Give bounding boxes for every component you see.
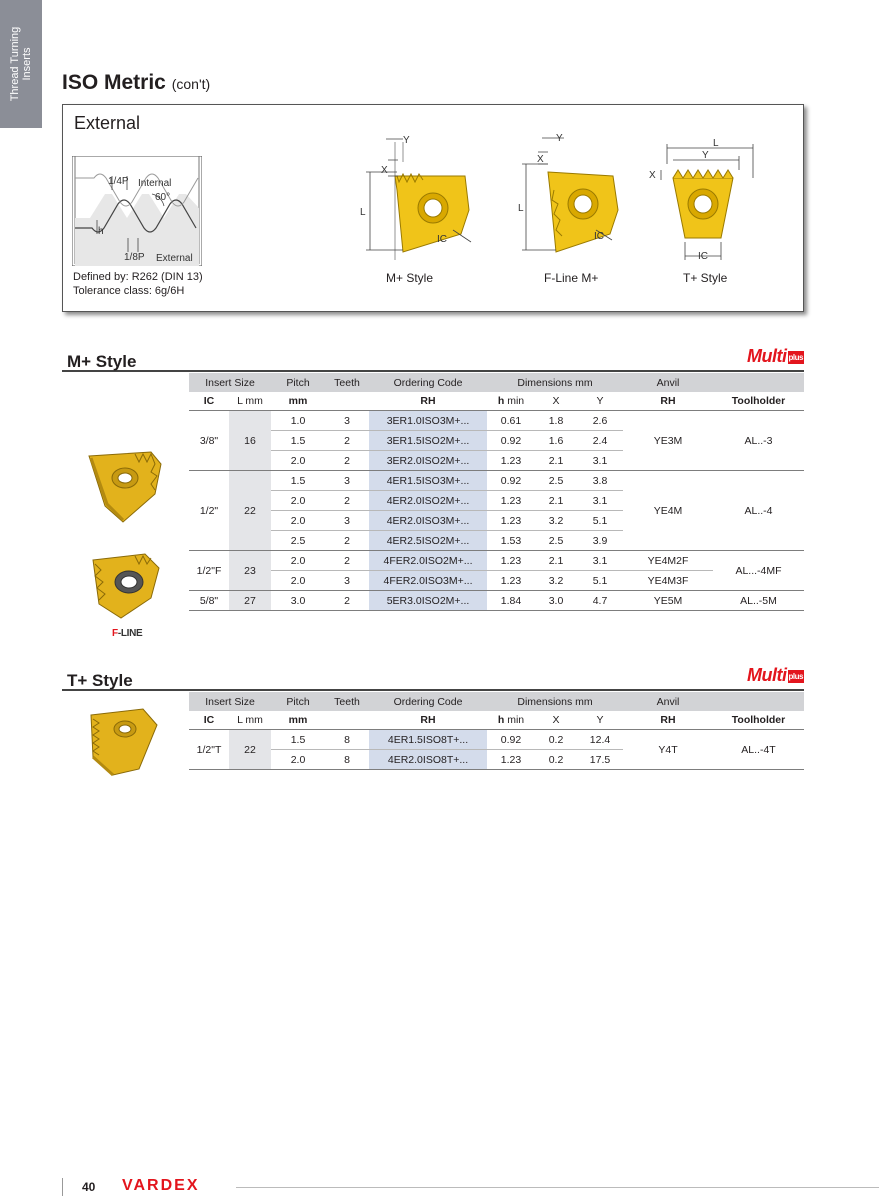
y-cell: 2.6 [592,414,608,427]
pitch-cell: 2.5 [271,531,325,551]
teeth-cell: 8 [325,750,369,770]
anvil-cell: Y4T [658,743,678,756]
m-x-label: X [381,165,388,176]
insert-size-header: Insert Size [189,692,271,711]
anvil-cell: YE4M [653,504,683,517]
angle-label: 60° [155,192,171,203]
toolholder-cell: AL..-3 [744,434,773,447]
x-cell: 0.2 [535,750,577,770]
table-row [189,591,804,611]
code-rh-header: RH [420,395,436,407]
x-cell: 2.1 [535,491,577,511]
m-ic-label: IC [437,234,447,245]
y-cell: 2.4 [577,431,623,451]
m-l-label: L [360,207,366,218]
ordering-code-header: Ordering Code [369,692,487,711]
l-cell: 22 [229,730,271,770]
teeth-header: Teeth [325,692,369,711]
t-header-row-1 [189,692,804,711]
f-line-insert-image [85,550,165,622]
table-row [189,730,804,750]
teeth-cell: 2 [325,491,369,511]
y-cell: 12.4 [589,733,611,746]
multi-logo-text: Multi [747,346,787,366]
t-plus-style-diagram [643,130,763,260]
internal-label: Internal [138,178,172,189]
teeth-cell: 3 [325,571,369,591]
side-tab-line1: Thread Turning [9,26,21,102]
page-title-main: ISO Metric [62,71,166,94]
table-row [189,551,804,571]
toolholder-header-blank [713,692,804,711]
h-cell: 0.61 [500,414,522,427]
anvil-cell: YE4M2F [647,554,689,567]
m-header-row-2 [189,392,804,411]
definition-text [73,270,203,298]
m-plus-section-header [62,346,804,372]
m-y-label: Y [403,135,410,146]
t-plus-section-title: T+ Style [67,671,133,690]
teeth-cell: 2 [325,451,369,471]
toolholder-cell: AL..-5M [740,594,777,607]
h-cell: 0.92 [487,431,535,451]
y-cell: 3.1 [577,491,623,511]
ordering-code-header: Ordering Code [369,373,487,392]
ordering-code-cell: 4FER2.0ISO3M+... [369,571,487,591]
y-cell: 3.9 [577,531,623,551]
y-cell: 3.1 [577,451,623,471]
multi-logo-plus: plus [788,671,803,681]
x-cell: 2.1 [535,451,577,471]
teeth-cell: 3 [344,474,350,487]
toolholder-cell: AL..-4 [744,504,773,517]
ordering-code-cell: 4ER2.5ISO2M+... [369,531,487,551]
h-header: h [497,714,505,726]
ordering-code-cell: 3ER2.0ISO2M+... [369,451,487,471]
quarter-p-label: 1/4P [108,176,129,187]
x-header: X [552,714,560,726]
anvil-cell: YE5M [653,594,683,607]
page-title-sub: (con't) [171,76,211,92]
f-line-logo-rest: -LINE [117,628,143,639]
anvil-rh-header: RH [660,714,676,726]
h-min-suffix: min [504,395,525,407]
ordering-code-cell: 3ER1.0ISO3M+... [369,411,487,431]
defined-by: Defined by: R262 (DIN 13) [73,271,203,283]
dimensions-header: Dimensions mm [487,692,623,711]
ordering-code-cell: 4ER1.5ISO8T+... [369,730,487,750]
teeth-unit-blank [325,392,369,411]
page-number: 40 [82,1180,96,1194]
ic-cell: 1/2"T [196,743,222,756]
x-cell: 3.2 [535,511,577,531]
table-row [189,471,804,491]
anvil-header: Anvil [623,373,713,392]
page-title [62,71,210,95]
pitch-unit-header: mm [288,714,308,726]
teeth-cell: 2 [325,531,369,551]
ordering-code-cell: 4ER1.5ISO3M+... [369,471,487,491]
ic-cell: 1/2"F [196,564,222,577]
y-cell: 3.1 [592,554,608,567]
teeth-cell: 8 [344,733,350,746]
y-header: Y [596,395,604,407]
x-cell: 3.2 [535,571,577,591]
pitch-cell: 1.5 [290,733,306,746]
ic-header: IC [203,395,215,407]
pitch-cell: 2.0 [271,750,325,770]
f-x-label: X [537,154,544,165]
dimensions-header: Dimensions mm [487,373,623,392]
toolholder-header: Toolholder [731,395,786,407]
pitch-cell: 2.0 [290,554,306,567]
t-plus-section-header [62,665,804,691]
x-cell: 2.5 [548,474,564,487]
pitch-unit-header: mm [288,395,308,407]
y-cell: 3.8 [592,474,608,487]
t-ic-label: IC [698,251,708,260]
footer-rule [236,1187,879,1188]
ordering-code-cell: 4ER2.0ISO3M+... [369,511,487,531]
h-cell: 1.23 [487,571,535,591]
footer-divider [62,1178,63,1196]
table-row [189,411,804,431]
thread-profile-diagram [72,156,202,266]
l-cell: 23 [229,551,271,591]
toolholder-header: Toolholder [731,714,786,726]
side-tab-line2: Inserts [21,47,33,81]
external-box [62,104,804,312]
side-tab [0,0,42,128]
h-header: h [497,395,505,407]
teeth-cell: 2 [344,554,350,567]
t-plus-style-label: T+ Style [683,271,728,285]
l-cell: 22 [229,471,271,551]
tolerance-class: Tolerance class: 6g/6H [73,285,185,297]
y-header: Y [596,714,604,726]
y-cell: 17.5 [577,750,623,770]
h-min-header [487,392,535,411]
h-min-header [487,711,535,730]
l-cell: 27 [229,591,271,611]
pitch-cell: 2.0 [271,451,325,471]
anvil-header: Anvil [623,692,713,711]
f-l-label: L [518,203,524,214]
f-y-label: Y [556,133,563,144]
f-line-m-plus-diagram [518,130,628,260]
table-row [189,571,804,591]
y-cell: 4.7 [592,594,608,607]
pitch-header: Pitch [271,373,325,392]
x-cell: 0.2 [548,733,564,746]
m-plus-insert-image [85,448,165,528]
teeth-cell: 3 [344,414,350,427]
anvil-cell: YE3M [653,434,683,447]
multi-plus-logo [747,346,804,367]
ordering-code-cell: 5ER3.0ISO2M+... [369,591,487,611]
multi-logo-text: Multi [747,665,787,685]
h-cell: 1.23 [487,511,535,531]
code-rh-header: RH [420,714,436,726]
eighth-p-label: 1/8P [124,252,145,263]
pitch-cell: 1.0 [290,414,306,427]
toolholder-cell: AL...-4MF [735,564,782,577]
h-cell: 1.23 [487,491,535,511]
external-title: External [74,113,141,133]
f-ic-label: IC [594,231,604,242]
l-header: L mm [237,395,263,407]
h-cell: 1.23 [487,750,535,770]
y-cell: 5.1 [577,511,623,531]
x-cell: 1.8 [548,414,564,427]
pitch-cell: 3.0 [290,594,306,607]
teeth-header: Teeth [325,373,369,392]
pitch-cell: 2.0 [271,491,325,511]
multi-plus-logo [747,665,804,686]
t-plus-table [189,692,804,770]
m-plus-section-title: M+ Style [67,352,137,371]
h-cell: 1.23 [500,554,522,567]
teeth-cell: 2 [325,431,369,451]
f-line-m-plus-label: F-Line M+ [544,271,599,285]
ordering-code-cell: 4FER2.0ISO2M+... [369,551,487,571]
f-line-logo-f: F [112,628,118,639]
m-header-row-1 [189,373,804,392]
pitch-header: Pitch [271,692,325,711]
ic-cell: 3/8" [199,434,219,447]
external-label: External [156,253,193,264]
teeth-cell: 3 [325,511,369,531]
t-header-row-2 [189,711,804,730]
anvil-rh-header: RH [660,395,676,407]
ic-cell: 1/2" [199,504,219,517]
toolholder-header-blank [713,373,804,392]
x-cell: 1.6 [535,431,577,451]
l-cell: 16 [229,411,271,471]
side-tab-label [9,27,33,102]
ordering-code-cell: 3ER1.5ISO2M+... [369,431,487,451]
pitch-cell: 1.5 [290,474,306,487]
x-cell: 2.5 [535,531,577,551]
m-plus-style-label: M+ Style [386,271,434,285]
h-label: h [98,226,104,237]
l-header: L mm [237,714,263,726]
t-y-label: Y [702,150,709,161]
x-header: X [552,395,560,407]
f-line-logo [112,628,142,639]
ordering-code-cell: 4ER2.0ISO8T+... [369,750,487,770]
h-cell: 0.92 [500,474,522,487]
pitch-cell: 1.5 [271,431,325,451]
pitch-cell: 2.0 [271,571,325,591]
ordering-code-cell: 4ER2.0ISO2M+... [369,491,487,511]
t-plus-insert-image [85,705,160,777]
h-cell: 1.84 [500,594,522,607]
m-plus-style-diagram [353,130,483,260]
ic-header: IC [203,714,215,726]
m-plus-table [189,373,804,611]
anvil-cell: YE4M3F [623,571,713,591]
t-l-label: L [713,138,719,149]
h-cell: 1.53 [487,531,535,551]
h-cell: 1.23 [487,451,535,471]
h-min-suffix: min [504,714,525,726]
y-cell: 5.1 [577,571,623,591]
insert-size-header: Insert Size [189,373,271,392]
multi-logo-plus: plus [788,352,803,362]
teeth-unit-blank [325,711,369,730]
teeth-cell: 2 [344,594,350,607]
t-x-label: X [649,170,656,181]
pitch-cell: 2.0 [271,511,325,531]
vardex-logo: VARDEX [122,1177,200,1194]
x-cell: 3.0 [548,594,564,607]
toolholder-cell: AL..-4T [741,743,776,756]
x-cell: 2.1 [548,554,564,567]
ic-cell: 5/8" [199,594,219,607]
h-cell: 0.92 [500,733,522,746]
